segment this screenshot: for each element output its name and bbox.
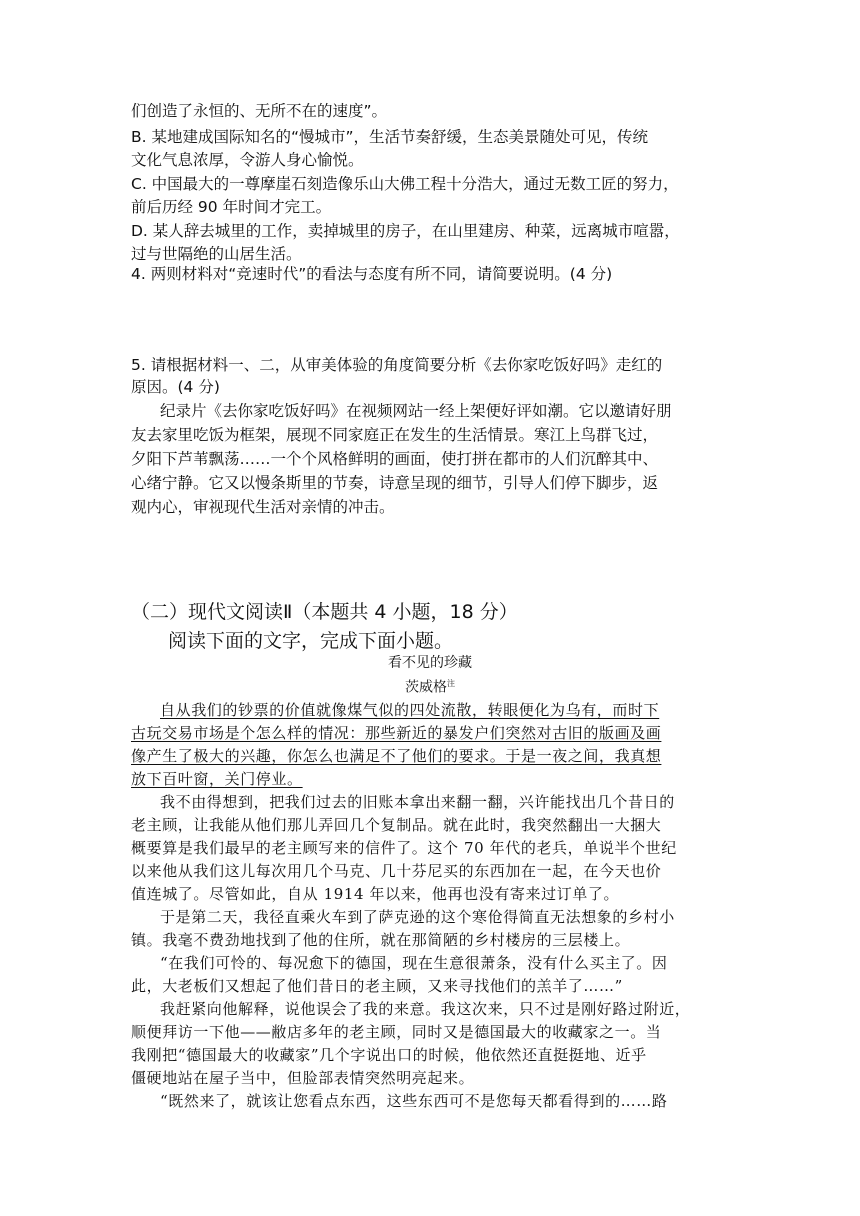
material-paragraph: 纪录片《去你家吃饭好吗》在视频网站一经上架便好评如潮。它以邀请好朋 <box>160 402 672 420</box>
text-line: 前后历经 90 年时间才完工。 <box>131 198 332 216</box>
text-line: 老主顾，让我能从他们那儿弄回几个复制品。就在此时，我突然翻出一大捆大 <box>131 816 662 834</box>
option-c: C. 中国最大的一尊摩崖石刻造像乐山大佛工程十分浩大，通过无数工匠的努力， <box>131 175 679 193</box>
option-d: D. 某人辞去城里的工作，卖掉城里的房子，在山里建房、种菜，远离城市喧嚣， <box>131 222 680 240</box>
question-5: 5. 请根据材料一、二，从审美体验的角度简要分析《去你家吃饭好吗》走红的 <box>131 356 663 374</box>
underlined-line: 放下百叶窗，关门停业。 <box>131 770 303 788</box>
story-title: 看不见的珍藏 <box>388 655 472 671</box>
underlined-line: 自从我们的钞票的价值就像煤气似的四处流散，转眼便化为乌有，而时下 <box>160 701 660 719</box>
text-line: 们创造了永恒的、无所不在的速度”。 <box>131 102 388 120</box>
text-line: 以来他从我们这儿每次用几个马克、几十芬尼买的东西加在一起，在今天也价 <box>131 862 662 880</box>
text-line: 文化气息浓厚，令游人身心愉悦。 <box>131 151 364 169</box>
author-note-mark: 注 <box>447 679 455 688</box>
reading-instruction: 阅读下面的文字，完成下面小题。 <box>168 630 454 652</box>
underlined-line: 古玩交易市场是个怎么样的情况：那些新近的暴发户们突然对古旧的版画及画 <box>131 724 662 742</box>
underlined-line: 像产生了极大的兴趣，你怎么也满足不了他们的要求。于是一夜之间，我真想 <box>131 747 662 765</box>
text-line: 于是第二天，我径直乘火车到了萨克逊的这个寒伧得简直无法想象的乡村小 <box>160 908 675 926</box>
text-line: “在我们可怜的、每况愈下的德国，现在生意很萧条，没有什么买主了。因 <box>160 954 668 972</box>
text-line: 僵硬地站在屋子当中，但脸部表情突然明亮起来。 <box>131 1069 475 1087</box>
text-line: 观内心，审视现代生活对亲情的冲击。 <box>131 498 395 516</box>
text-line: 值连城了。尽管如此，自从 1914 年以来，他再也没有寄来过订单了。 <box>131 885 620 903</box>
text-line: 原因。(4 分) <box>131 378 220 396</box>
text-line: 我不由得想到，把我们过去的旧账本拿出来翻一翻，兴许能找出几个昔日的 <box>160 793 675 811</box>
text-line: 心绪宁静。它又以慢条斯里的节奏，诗意呈现的细节，引导人们停下脚步，返 <box>131 474 659 492</box>
text-line: 此，大老板们又想起了他们昔日的老主顾，又来寻找他们的羔羊了……” <box>131 977 623 995</box>
question-4: 4. 两则材料对“竞速时代”的看法与态度有所不同，请简要说明。(4 分) <box>131 265 613 283</box>
text-line: 夕阳下芦苇飘荡……一个个风格鲜明的画面，使打拼在都市的人们沉醉其中、 <box>131 450 659 468</box>
text-line: 友去家里吃饭为框架，展现不同家庭正在发生的生活情景。寒江上鸟群飞过， <box>131 426 659 444</box>
text-line: 过与世隔绝的山居生活。 <box>131 245 302 263</box>
option-b: B. 某地建成国际知名的“慢城市”，生活节奏舒缓，生态美景随处可见，传统 <box>131 128 649 146</box>
text-line: 我赶紧向他解释，说他误会了我的来意。我这次来，只不过是刚好路过附近， <box>160 1000 691 1018</box>
author-name: 茨威格 <box>405 679 447 696</box>
text-line: 概要算是我们最早的老主顾写来的信件了。这个 70 年代的老兵，单说半个世纪 <box>131 839 677 857</box>
text-line: “既然来了，就该让您看点东西，这些东西可不是您每天都看得到的……路 <box>160 1092 668 1110</box>
text-line: 顺便拜访一下他——敝店多年的老主顾，同时又是德国最大的收藏家之一。当 <box>131 1023 662 1041</box>
text-line: 镇。我毫不费劲地找到了他的住所，就在那简陋的乡村楼房的三层楼上。 <box>131 931 631 949</box>
text-line: 我刚把“德国最大的收藏家”几个字说出口的时候，他依然还直挺挺地、近乎 <box>131 1046 647 1064</box>
story-author <box>0 674 860 698</box>
section-heading: （二）现代文阅读Ⅱ（本题共 4 小题，18 分） <box>131 601 518 623</box>
